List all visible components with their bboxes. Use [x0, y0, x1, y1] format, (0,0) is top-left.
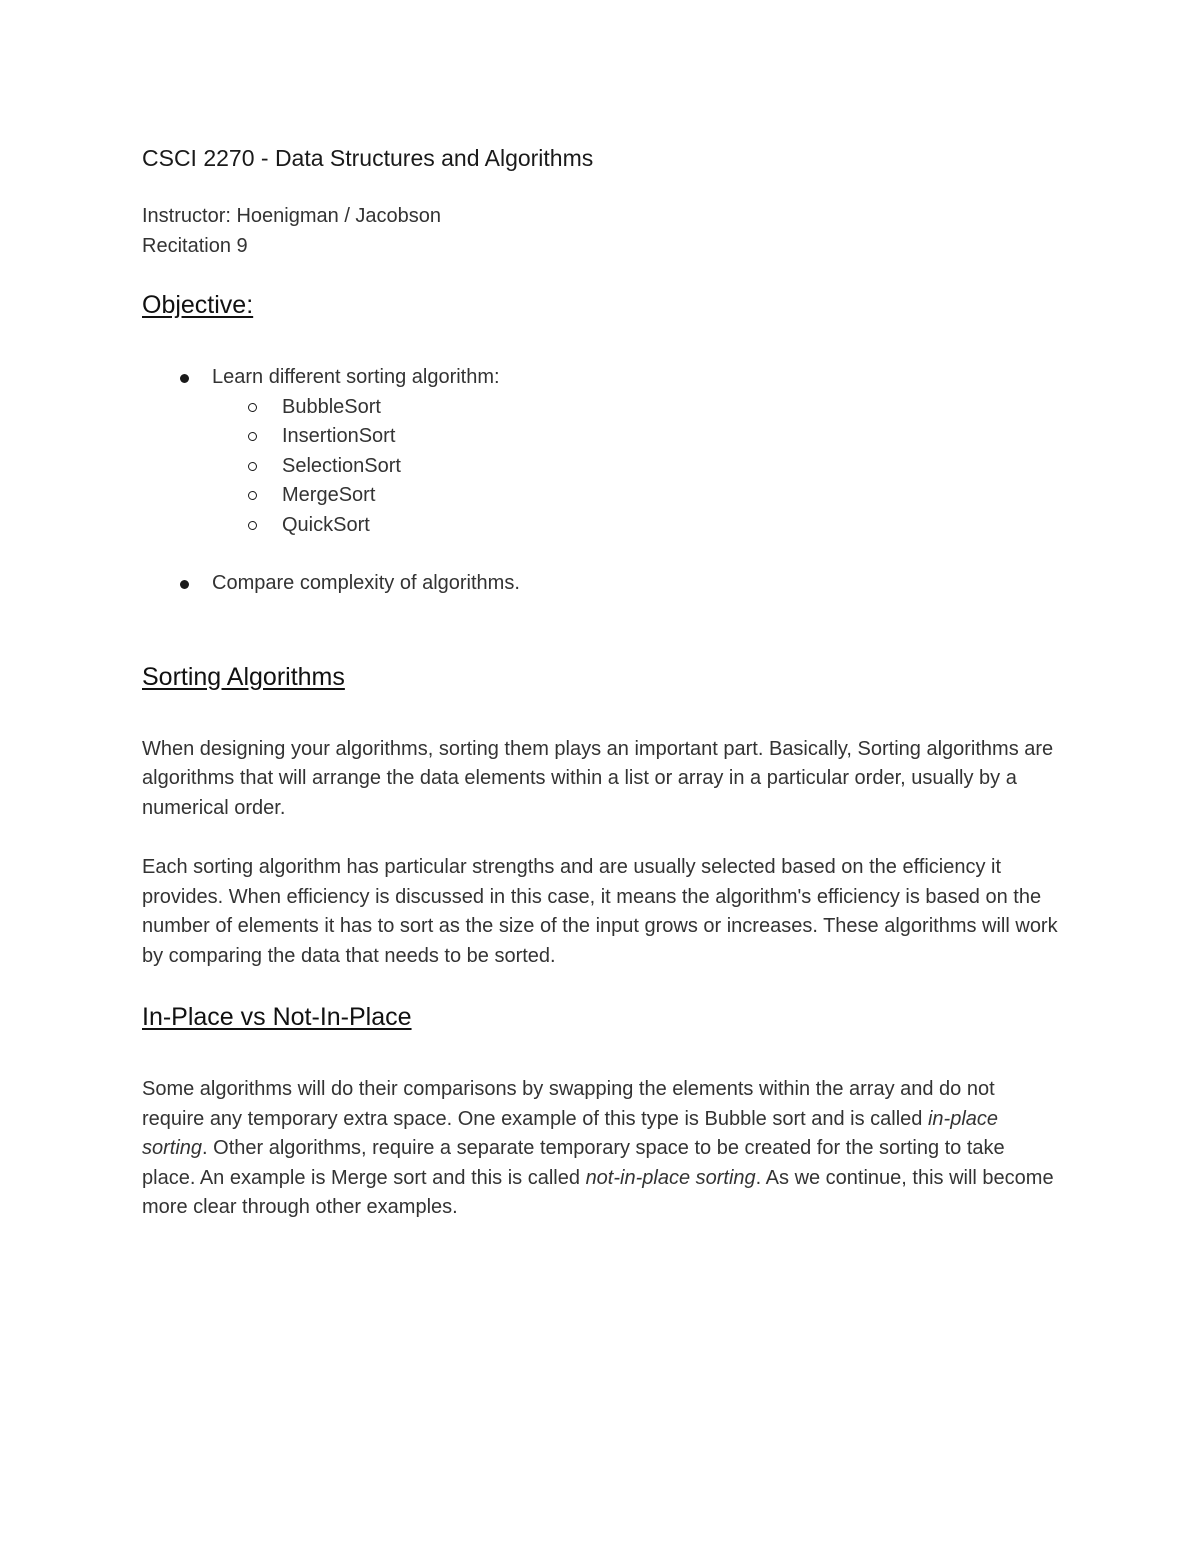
objective-item-compare: [142, 569, 1062, 599]
algorithm-item: [212, 511, 1062, 541]
instructor-line: Instructor: Hoenigman / Jacobson: [142, 205, 442, 227]
inplace-text-3: . As we continue, this will become more clear through other examples.: [142, 1166, 1054, 1218]
bullet-circle-icon: [248, 491, 257, 500]
inplace-term-in-place: in-place sorting: [142, 1107, 999, 1159]
inplace-heading: In-Place vs Not-In-Place: [142, 1003, 412, 1031]
objective-item-label: Compare complexity of algorithms.: [212, 572, 520, 594]
algorithm-list: [212, 393, 1062, 541]
algorithm-item: [212, 481, 1062, 511]
inplace-term-not-in-place: not-in-place sorting: [585, 1166, 756, 1189]
sorting-heading: Sorting Algorithms: [142, 662, 345, 691]
sorting-paragraph-2: Each sorting algorithm has particular strengths and are usually selected based on the efficiency it provides. When efficiency is discussed in this case, it means the algorithm's efficiency is based on the number of elements it has to sort as the size of the input grows or increases. These algorithms will work by comparing the data that needs to be sorted.: [142, 856, 1058, 967]
algorithm-item: [212, 393, 1062, 423]
course-meta: [142, 201, 1062, 261]
inplace-paragraph: [142, 1075, 1062, 1223]
objective-item-label: Learn different sorting algorithm:: [212, 366, 500, 388]
algorithm-label: QuickSort: [282, 513, 370, 536]
bullet-circle-icon: [248, 432, 257, 441]
bullet-circle-icon: [248, 521, 257, 530]
algorithm-label: BubbleSort: [282, 395, 381, 418]
bullet-circle-icon: [248, 403, 257, 412]
bullet-dot-icon: [180, 580, 189, 589]
bullet-dot-icon: [180, 374, 189, 383]
bullet-circle-icon: [248, 462, 257, 471]
algorithm-label: InsertionSort: [282, 425, 396, 447]
sorting-paragraph-1: When designing your algorithms, sorting them plays an important part. Basically, Sorting algorithms are algorithms that will arrange the data elements within a list or array in a particular order, usually by a numerical order.: [142, 737, 1054, 819]
document-page: [142, 140, 1062, 1223]
objective-heading: Objective:: [142, 291, 254, 319]
objective-item-learn: [142, 363, 1062, 540]
objective-list: [142, 363, 1062, 599]
algorithm-label: SelectionSort: [282, 454, 401, 477]
inplace-text-1: Some algorithms will do their comparisons by swapping the elements within the array and do not require any temporary extra space. One example of this type is Bubble sort and is called: [142, 1078, 995, 1130]
document-title: CSCI 2270 - Data Structures and Algorithms: [142, 145, 594, 171]
recitation-line: Recitation 9: [142, 235, 248, 257]
algorithm-label: MergeSort: [282, 484, 376, 506]
algorithm-item: [212, 422, 1062, 452]
algorithm-item: [212, 452, 1062, 482]
inplace-text-2: . Other algorithms, require a separate temporary space to be created for the sorting to take place. An example is Merge sort and this is called: [142, 1137, 1005, 1189]
